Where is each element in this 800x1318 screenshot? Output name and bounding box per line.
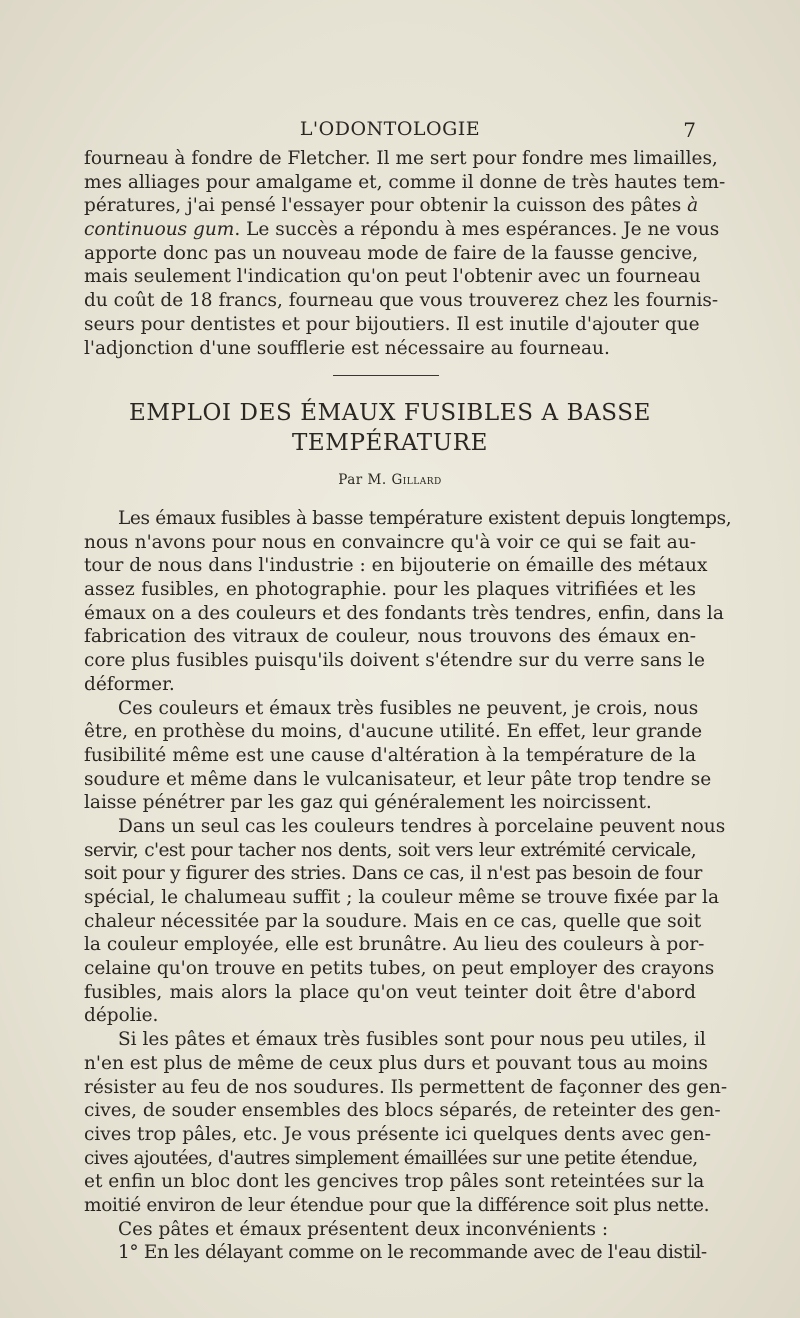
- text-run: . Le succès a répondu à mes espérances. Je ne vous: [234, 219, 720, 241]
- text-line: mais seulement l'indication qu'on peut l'obtenir avec un fourneau: [84, 266, 701, 288]
- text-line: laisse pénétrer par les gaz qui généralement les noircissent.: [84, 792, 652, 814]
- text-line: fusibles, mais alors la place qu'on veut teinter doit être d'abord: [84, 981, 696, 1003]
- text-line: du coût de 18 francs, fourneau que vous trouverez chez les fournis-: [84, 290, 719, 312]
- text-line: l'adjonction d'une soufflerie est nécessaire au fourneau.: [84, 337, 610, 359]
- article-body: [84, 507, 732, 1265]
- text-line: fabrication des vitraux de couleur, nous trouvons des émaux en-: [84, 626, 696, 648]
- text-line: nous n'avons pour nous en convaincre qu'à voir ce qui se fait au-: [84, 531, 696, 553]
- text-line: spécial, le chalumeau suffit ; la couleur même se trouve fixée par la: [84, 887, 719, 908]
- title-line: TEMPÉRATURE: [291, 430, 489, 456]
- section-divider: [333, 375, 439, 376]
- text-line: core plus fusibles puisqu'ils doivent s'étendre sur du verre sans le: [84, 650, 705, 672]
- text-line: la couleur employée, elle est brunâtre. Au lieu des couleurs à por-: [84, 934, 705, 956]
- text-line: [84, 194, 699, 218]
- text-line: servir, c'est pour tacher nos dents, soit vers leur extrémité cervicale,: [84, 839, 696, 861]
- title-line: EMPLOI DES ÉMAUX FUSIBLES A BASSE: [128, 400, 651, 426]
- text-line: moitié environ de leur étendue pour que la différence soit plus nette.: [84, 1194, 710, 1216]
- byline-prefix: Par M.: [338, 472, 392, 488]
- text-line: Dans un seul cas les couleurs tendres à porcelaine peuvent nous: [118, 815, 726, 837]
- text-line: Ces couleurs et émaux très fusibles ne peuvent, je crois, nous: [118, 697, 699, 719]
- text-line: fusibilité même est une cause d'altération à la température de la: [84, 744, 696, 766]
- text-line: résister au feu de nos soudures. Ils permettent de façonner des gen-: [84, 1076, 728, 1098]
- italic-text: continuous gum: [84, 219, 235, 241]
- continuation-paragraph: [84, 147, 726, 360]
- text-line: soit pour y figurer des stries. Dans ce cas, il n'est pas besoin de four: [84, 863, 702, 885]
- text-line: émaux on a des couleurs et des fondants très tendres, enfin, dans la: [84, 602, 724, 624]
- running-title: L'ODONTOLOGIE: [299, 118, 481, 140]
- text-line: chaleur nécessitée par la soudure. Mais en ce cas, quelle que soit: [84, 910, 702, 932]
- text-line: dépolie.: [84, 1005, 159, 1027]
- text-line: celaine qu'on trouve en petits tubes, on peut employer des crayons: [84, 958, 715, 980]
- text-line: cives trop pâles, etc. Je vous présente ici quelques dents avec gen-: [84, 1123, 711, 1145]
- italic-text: à: [687, 195, 699, 217]
- text-line: Si les pâtes et émaux très fusibles sont pour nous peu utiles, il: [118, 1029, 706, 1051]
- text-line: Ces pâtes et émaux présentent deux inconvénients :: [118, 1218, 609, 1240]
- byline: [84, 472, 696, 488]
- text-line: [84, 218, 720, 242]
- text-line: cives ajoutées, d'autres simplement émaillées sur une petite étendue,: [84, 1147, 698, 1169]
- text-line: seurs pour dentistes et pour bijoutiers. Il est inutile d'ajouter que: [84, 313, 700, 335]
- text-line: et enfin un bloc dont les gencives trop pâles sont reteintées sur la: [84, 1171, 705, 1193]
- page-header: [84, 118, 696, 142]
- text-line: tour de nous dans l'industrie : en bijouterie on émaille des métaux: [84, 555, 708, 577]
- text-line: soudure et même dans le vulcanisateur, et leur pâte trop tendre se: [84, 768, 712, 790]
- text-line: Les émaux fusibles à basse température existent depuis longtemps,: [118, 508, 732, 529]
- text-line: être, en prothèse du moins, d'aucune utilité. En effet, leur grande: [84, 721, 703, 743]
- text-line: déformer.: [84, 673, 175, 695]
- article-title: [84, 398, 696, 458]
- text-line: cives, de souder ensembles des blocs séparés, de reteinter des gen-: [84, 1100, 721, 1122]
- text-line: fourneau à fondre de Fletcher. Il me sert pour fondre mes limailles,: [84, 148, 718, 169]
- page-number: 7: [683, 118, 696, 142]
- byline-author: Gillard: [391, 472, 442, 488]
- text-line: assez fusibles, en photographie. pour les plaques vitrifiées et les: [84, 579, 696, 601]
- text-line: apporte donc pas un nouveau mode de faire de la fausse gencive,: [84, 242, 699, 264]
- text-run: pératures, j'ai pensé l'essayer pour obtenir la cuisson des pâtes: [84, 195, 688, 217]
- text-line: mes alliages pour amalgame et, comme il donne de très hautes tem-: [84, 171, 726, 193]
- text-line: 1° En les délayant comme on le recommande avec de l'eau distil-: [118, 1242, 707, 1264]
- text-line: n'en est plus de même de ceux plus durs et pouvant tous au moins: [84, 1052, 708, 1074]
